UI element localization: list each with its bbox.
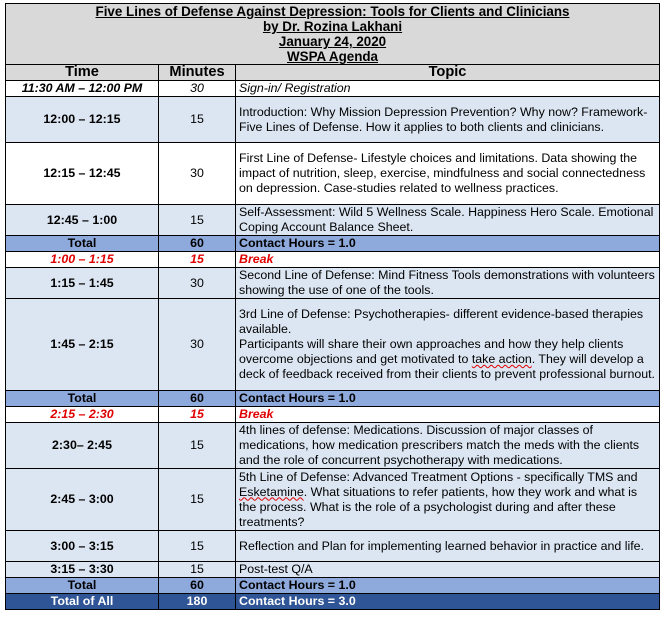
column-header-row <box>6 65 660 81</box>
topic-cell: Introduction: Why Mission Depression Prevention? Why now? Framework-Five Lines of Defense. How it applies to both clients and clinicians. <box>236 97 660 143</box>
table-row <box>6 423 660 469</box>
column-header-topic: Topic <box>236 65 660 81</box>
time-cell: 2:45 – 3:00 <box>6 469 159 531</box>
contact-hours: Contact Hours = 1.0 <box>236 578 660 594</box>
total-minutes: 60 <box>159 391 236 407</box>
grand-total-contact-hours: Contact Hours = 3.0 <box>236 594 660 610</box>
topic-cell: Post-test Q/A <box>236 562 660 578</box>
time-cell: 3:00 – 3:15 <box>6 531 159 562</box>
spellcheck-underlined-text: take action <box>471 352 532 366</box>
agenda-table <box>5 3 660 610</box>
grand-total-label: Total of All <box>6 594 159 610</box>
total-label: Total <box>6 578 159 594</box>
time-cell: 2:30– 2:45 <box>6 423 159 469</box>
table-row <box>6 81 660 97</box>
time-cell: 12:15 – 12:45 <box>6 143 159 205</box>
document-title: Five Lines of Defense Against Depression: Tools for Clients and Clinicians <box>95 4 570 19</box>
time-cell: 12:00 – 12:15 <box>6 97 159 143</box>
table-row <box>6 562 660 578</box>
agenda-label: WSPA Agenda <box>287 49 379 64</box>
document-title-cell <box>6 4 660 65</box>
topic-cell: Sign-in/ Registration <box>236 81 660 97</box>
total-minutes: 60 <box>159 578 236 594</box>
break-minutes: 15 <box>159 407 236 423</box>
topic-text: 5th Line of Defense: Advanced Treatment Options - specifically TMS and <box>239 469 638 484</box>
topic-cell: Reflection and Plan for implementing learned behavior in practice and life. <box>236 531 660 562</box>
table-row <box>6 143 660 205</box>
author-line: by Dr. Rozina Lakhani <box>262 19 403 34</box>
column-header-minutes: Minutes <box>159 65 236 81</box>
break-row <box>6 407 660 423</box>
topic-text: . What situations to refer patients, how they work and what is the process. What is the role of a psychologist during and after these treatments? <box>239 484 638 529</box>
grand-total-minutes: 180 <box>159 594 236 610</box>
minutes-cell: 30 <box>159 299 236 391</box>
minutes-cell: 30 <box>159 143 236 205</box>
total-minutes: 60 <box>159 236 236 252</box>
topic-cell: Self-Assessment: Wild 5 Wellness Scale. Happiness Hero Scale. Emotional Coping Account Balance Sheet. <box>236 205 660 236</box>
topic-cell <box>236 469 660 531</box>
contact-hours: Contact Hours = 1.0 <box>236 391 660 407</box>
topic-text: . They will develop a deck of feedback received from their clients to prevent professional burnout. <box>239 352 655 381</box>
minutes-cell: 15 <box>159 469 236 531</box>
column-header-time: Time <box>6 65 159 81</box>
table-row <box>6 531 660 562</box>
break-label: Break <box>236 407 660 423</box>
table-row <box>6 469 660 531</box>
topic-text: Participants will share their own approaches and how they help clients overcome objections and get motivated to <box>239 337 624 366</box>
minutes-cell: 15 <box>159 205 236 236</box>
spellcheck-underlined-text: Esketamine <box>239 484 304 499</box>
minutes-cell: 15 <box>159 562 236 578</box>
minutes-cell: 15 <box>159 97 236 143</box>
total-row <box>6 391 660 407</box>
minutes-cell: 15 <box>159 531 236 562</box>
break-row <box>6 252 660 268</box>
break-minutes: 15 <box>159 252 236 268</box>
total-row <box>6 578 660 594</box>
time-cell: 1:15 – 1:45 <box>6 268 159 299</box>
time-cell: 12:45 – 1:00 <box>6 205 159 236</box>
topic-paragraph <box>239 337 656 382</box>
minutes-cell: 30 <box>159 81 236 97</box>
total-row <box>6 236 660 252</box>
minutes-cell: 15 <box>159 423 236 469</box>
total-label: Total <box>6 236 159 252</box>
table-row <box>6 299 660 391</box>
time-cell: 1:45 – 2:15 <box>6 299 159 391</box>
topic-cell: 4th lines of defense: Medications. Discussion of major classes of medications, how medication prescribers match the meds with the clients and the role of concurrent psychotherapy with medications. <box>236 423 660 469</box>
break-label: Break <box>236 252 660 268</box>
total-label: Total <box>6 391 159 407</box>
table-row <box>6 97 660 143</box>
break-time: 1:00 – 1:15 <box>6 252 159 268</box>
break-time: 2:15 – 2:30 <box>6 407 159 423</box>
minutes-cell: 30 <box>159 268 236 299</box>
time-cell: 11:30 AM – 12:00 PM <box>6 81 159 97</box>
grand-total-row <box>6 594 660 610</box>
contact-hours: Contact Hours = 1.0 <box>236 236 660 252</box>
time-cell: 3:15 – 3:30 <box>6 562 159 578</box>
topic-cell: Second Line of Defense: Mind Fitness Tools demonstrations with volunteers showing the use of one of the tools. <box>236 268 660 299</box>
topic-cell: First Line of Defense- Lifestyle choices and limitations. Data showing the impact of nutrition, sleep, exercise, mindfulness and social connectedness on depression. Case-studies related to wellness practices. <box>236 143 660 205</box>
title-row <box>6 4 660 65</box>
date-line: January 24, 2020 <box>278 34 387 49</box>
table-row <box>6 268 660 299</box>
topic-cell <box>236 299 660 391</box>
topic-paragraph: 3rd Line of Defense: Psychotherapies- different evidence-based therapies available. <box>239 307 644 336</box>
table-row <box>6 205 660 236</box>
